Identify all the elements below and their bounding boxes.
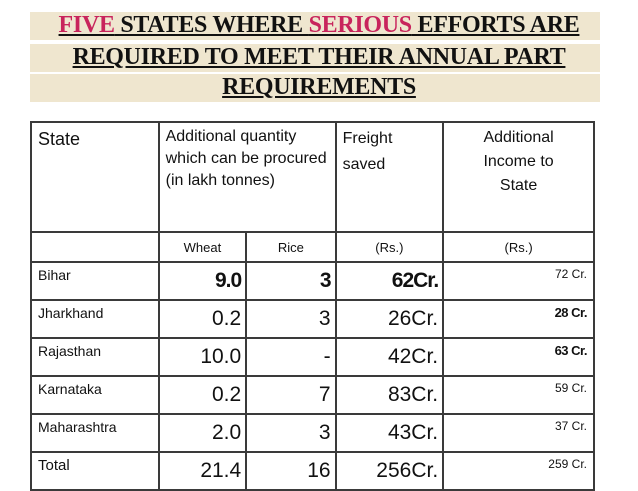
income-cell: 28 Cr.: [443, 300, 594, 338]
state-cell: Karnataka: [31, 376, 159, 414]
rice-cell: 3: [246, 414, 335, 452]
procurement-table: [30, 121, 595, 491]
page-title-line-3: REQUIREMENTS: [222, 74, 416, 100]
subheader-row: [31, 232, 594, 262]
wheat-cell: 2.0: [159, 414, 247, 452]
state-cell: Rajasthan: [31, 338, 159, 376]
wheat-cell: 0.2: [159, 300, 247, 338]
income-cell: 37 Cr.: [443, 414, 594, 452]
freight-cell: 42Cr.: [336, 338, 444, 376]
title-highlight-serious: SERIOUS: [308, 12, 412, 38]
title-text: STATES WHERE: [114, 12, 309, 38]
income-cell: 259 Cr.: [443, 452, 594, 490]
wheat-cell: 9.0: [159, 262, 247, 300]
freight-cell: 26Cr.: [336, 300, 444, 338]
title-text: EFFORTS ARE: [411, 12, 580, 38]
income-cell: 59 Cr.: [443, 376, 594, 414]
state-cell: Total: [31, 452, 159, 490]
wheat-cell: 10.0: [159, 338, 247, 376]
wheat-cell: 0.2: [159, 376, 247, 414]
title-highlight-five: FIVE: [58, 12, 115, 38]
table-row: [31, 262, 594, 300]
page-title-line-1: [0, 10, 638, 40]
rice-cell: 7: [246, 376, 335, 414]
header-income: Additional Income to State: [443, 122, 594, 232]
header-state: State: [31, 122, 159, 232]
rice-cell: -: [246, 338, 335, 376]
rice-cell: 3: [246, 300, 335, 338]
freight-cell: 83Cr.: [336, 376, 444, 414]
freight-cell: 256Cr.: [336, 452, 444, 490]
wheat-cell: 21.4: [159, 452, 247, 490]
rice-cell: 16: [246, 452, 335, 490]
state-cell: Maharashtra: [31, 414, 159, 452]
header-additional-quantity: Additional quantity which can be procured (in lakh tonnes): [159, 122, 336, 232]
table-row-total: [31, 452, 594, 490]
income-cell: 63 Cr.: [443, 338, 594, 376]
subheader-income-unit: (Rs.): [443, 232, 594, 262]
header-row: [31, 122, 594, 232]
subheader-wheat: Wheat: [159, 232, 247, 262]
state-cell: Jharkhand: [31, 300, 159, 338]
state-cell: Bihar: [31, 262, 159, 300]
rice-cell: 3: [246, 262, 335, 300]
freight-cell: 62Cr.: [336, 262, 444, 300]
table-row: [31, 300, 594, 338]
subheader-rice: Rice: [246, 232, 335, 262]
subheader-empty: [31, 232, 159, 262]
freight-cell: 43Cr.: [336, 414, 444, 452]
page-title-line-2: REQUIRED TO MEET THEIR ANNUAL PART: [72, 44, 566, 70]
header-freight: Freight saved: [336, 122, 444, 232]
income-cell: 72 Cr.: [443, 262, 594, 300]
subheader-freight-unit: (Rs.): [336, 232, 444, 262]
table-row: [31, 376, 594, 414]
table-row: [31, 414, 594, 452]
table-row: [31, 338, 594, 376]
